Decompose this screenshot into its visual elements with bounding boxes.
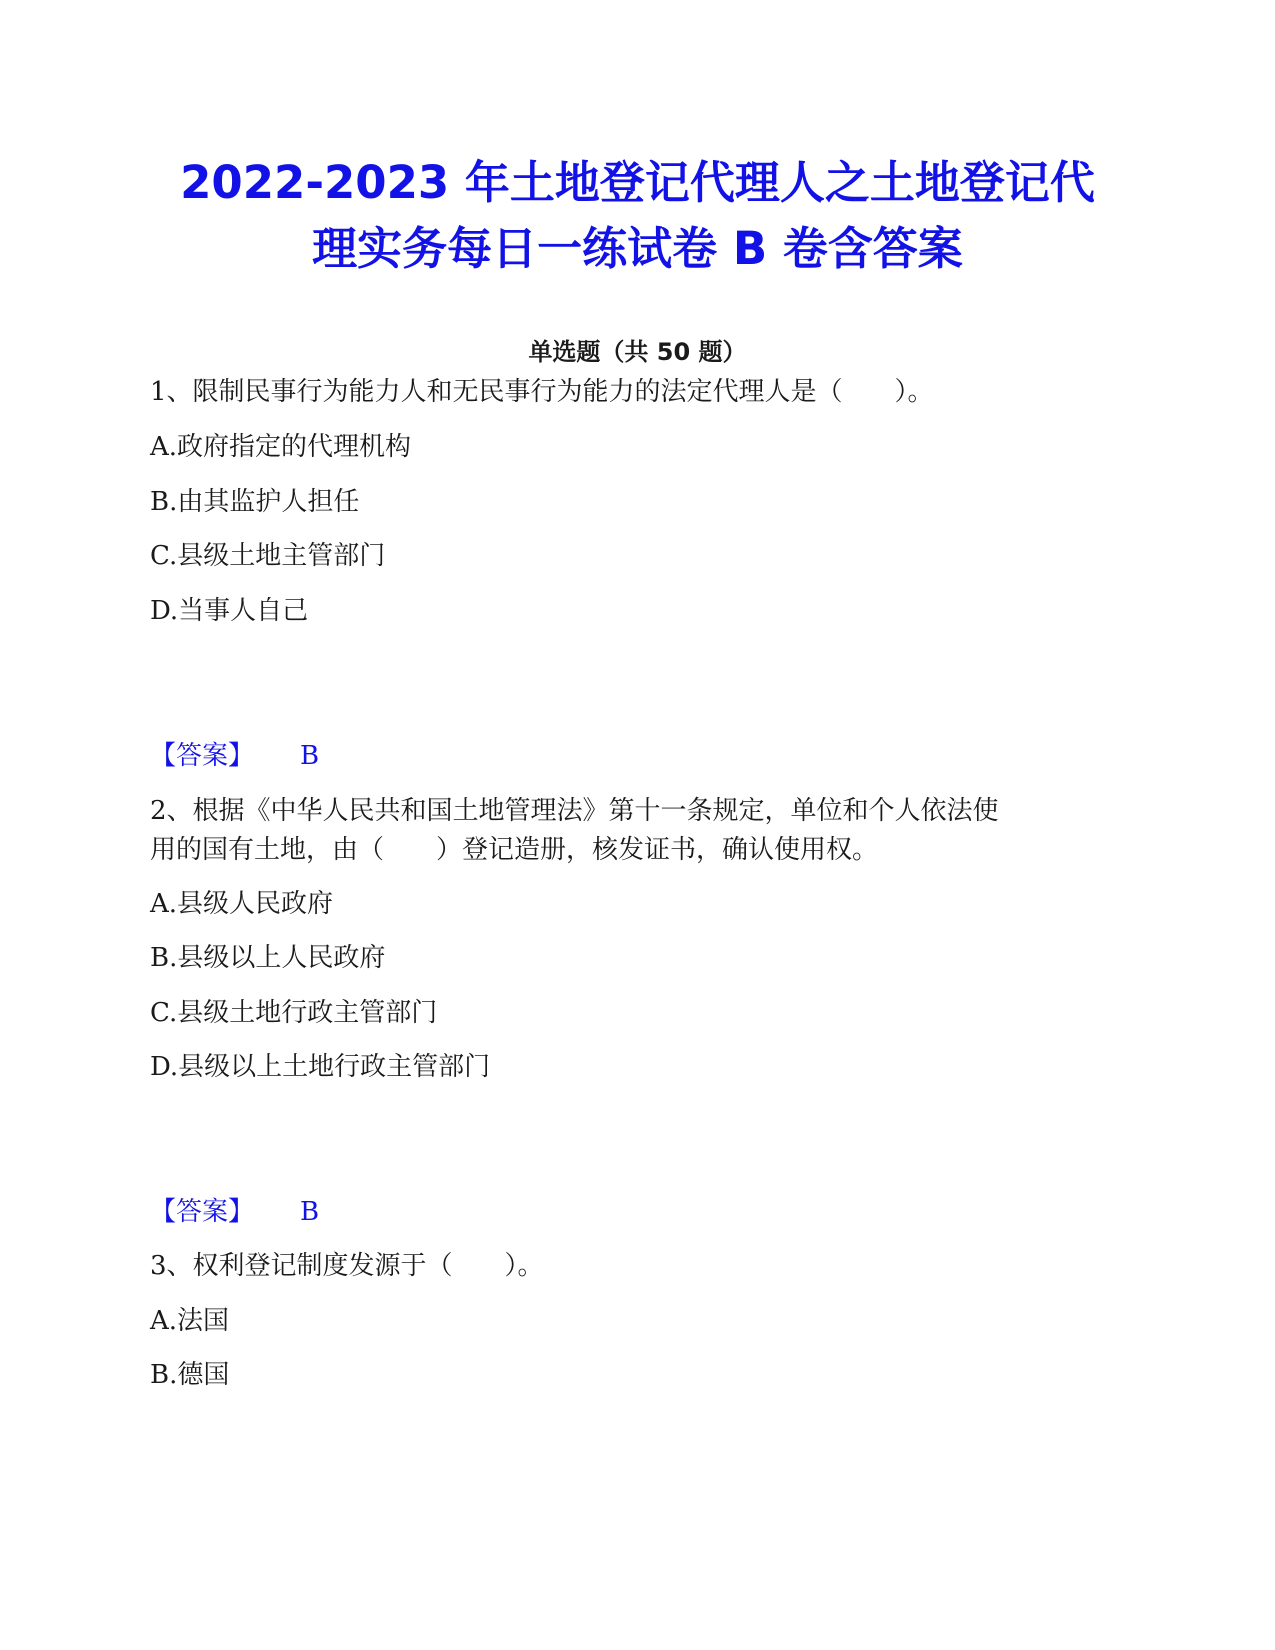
- question-1-option-c: C.县级土地主管部门: [150, 541, 386, 571]
- question-3-option-a: A.法国: [150, 1306, 230, 1336]
- question-1-option-b: B.由其监护人担任: [150, 487, 360, 517]
- title-line-2: 理实务每日一练试卷 B 卷含答案: [312, 222, 963, 275]
- question-2-option-d: D.县级以上土地行政主管部门: [150, 1052, 491, 1082]
- question-1-option-a: A.政府指定的代理机构: [150, 432, 412, 462]
- title-line-1: 2022-2023 年土地登记代理人之土地登记代: [180, 156, 1095, 209]
- section-heading: 单选题（共 50 题）: [528, 338, 747, 366]
- document-title: [150, 150, 1125, 282]
- answer-value: B: [300, 1197, 320, 1227]
- question-1-answer: [150, 735, 1100, 777]
- question-2-stem-line-1: 2、根据《中华人民共和国土地管理法》第十一条规定，单位和个人依法使: [150, 796, 999, 826]
- question-1-option-d: D.当事人自己: [150, 596, 309, 626]
- question-2-option-b: B.县级以上人民政府: [150, 943, 386, 973]
- answer-label: 【答案】: [150, 1197, 255, 1227]
- answer-value: B: [300, 741, 320, 771]
- question-2-answer: [150, 1191, 1100, 1233]
- question-2-stem-line-2: 用的国有土地，由（ ）登记造册，核发证书，确认使用权。: [150, 835, 879, 865]
- question-3-stem: 3、权利登记制度发源于（ ）。: [150, 1251, 544, 1281]
- answer-label: 【答案】: [150, 741, 255, 771]
- question-2-option-a: A.县级人民政府: [150, 889, 334, 919]
- question-2-option-c: C.县级土地行政主管部门: [150, 998, 438, 1028]
- question-1-stem: 1、限制民事行为能力人和无民事行为能力的法定代理人是（ ）。: [150, 377, 934, 407]
- question-3-option-b: B.德国: [150, 1360, 230, 1390]
